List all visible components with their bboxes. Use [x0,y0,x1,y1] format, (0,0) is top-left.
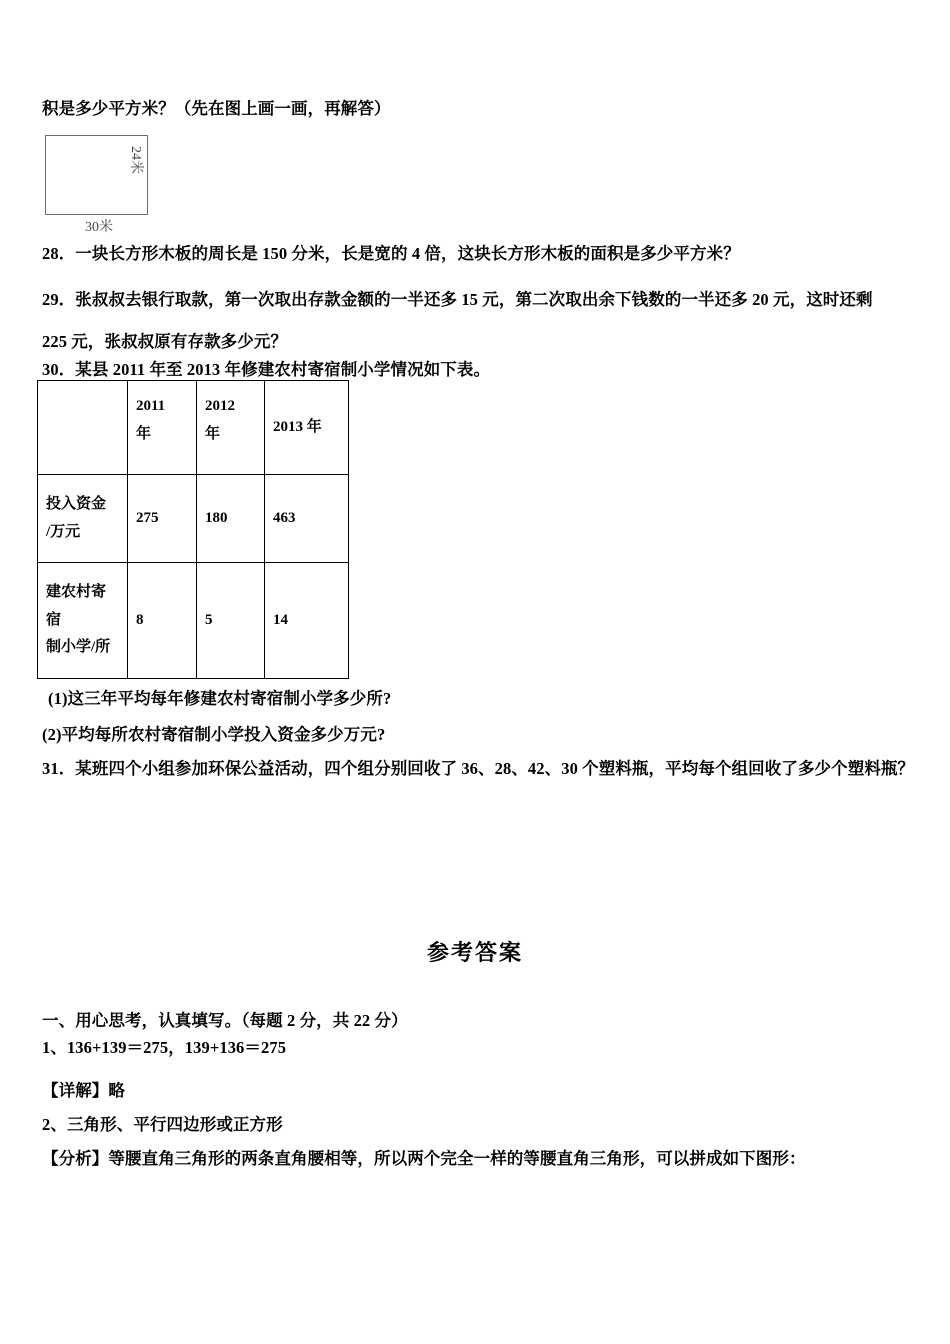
table-row [38,475,349,563]
header-2013-line1: 2013 年 [273,418,322,435]
question-29-line-1: 29．张叔叔去银行取款，第一次取出存款金额的一半还多 15 元，第二次取出余下钱数的一半还多 20 元，这时还剩 [42,290,873,309]
cell-funding-2013: 463 [265,475,349,563]
header-2012-line2: 年 [205,425,221,442]
question-30-part-1: (1)这三年平均每年修建农村寄宿制小学多少所? [48,689,392,708]
question-31: 31．某班四个小组参加环保公益活动，四个组分别回收了 36、28、42、30 个塑料瓶，平均每个组回收了多少个塑料瓶？ [42,759,915,778]
answer-item-1-explanation: 【详解】略 [42,1081,125,1100]
table-header-2011 [128,381,197,475]
answer-item-2-explanation: 【分析】等腰直角三角形的两条直角腰相等，所以两个完全一样的等腰直角三角形，可以拼成如下图形： [42,1149,806,1168]
answer-item-1: 1、136+139＝275，139+136＝275 [42,1038,287,1057]
cell-schools-2011: 8 [128,563,197,679]
table-header-2013 [265,381,349,475]
answers-section-title: 参考答案 [426,941,523,966]
table-corner-cell [38,381,128,475]
header-2011-line1: 2011 [136,398,166,414]
table-row [38,381,349,475]
table-row [38,563,349,679]
question-28: 28．一块长方形木板的周长是 150 分米，长是宽的 4 倍，这块长方形木板的面积是多少平方米？ [42,244,740,263]
row-label-schools-line2: 宿 [46,611,62,628]
question-30-part-2: (2)平均每所农村寄宿制小学投入资金多少万元? [42,725,386,744]
school-construction-table [37,380,349,679]
table-header-2012 [197,381,265,475]
question-29-line-2: 225 元，张叔叔原有存款多少元？ [42,332,288,351]
answer-section-1-heading: 一、用心思考，认真填写。（每题 2 分，共 22 分） [42,1011,408,1030]
row-label-funding-line2: /万元 [46,523,81,540]
row-label-schools-line1: 建农村寄 [46,583,107,600]
row-label-schools [38,563,128,679]
cell-funding-2011: 275 [128,475,197,563]
row-label-funding-line1: 投入资金 [46,495,107,512]
header-2011-line2: 年 [136,425,152,442]
row-label-schools-line3: 制小学/所 [46,639,111,656]
cell-funding-2012: 180 [197,475,265,563]
cell-schools-2012: 5 [197,563,265,679]
cell-schools-2013: 14 [265,563,349,679]
header-2012-line1: 2012 [205,398,235,414]
rectangle-width-label: 30米 [85,220,113,235]
rectangle-height-label: 24米 [128,146,143,174]
answer-item-2: 2、三角形、平行四边形或正方形 [42,1115,283,1134]
rectangle-figure [42,130,242,235]
question-30: 30．某县 2011 年至 2013 年修建农村寄宿制小学情况如下表。 [42,360,491,379]
question-fragment-text: 积是多少平方米？（先在图上画一画，再解答） [42,99,391,118]
row-label-funding [38,475,128,563]
